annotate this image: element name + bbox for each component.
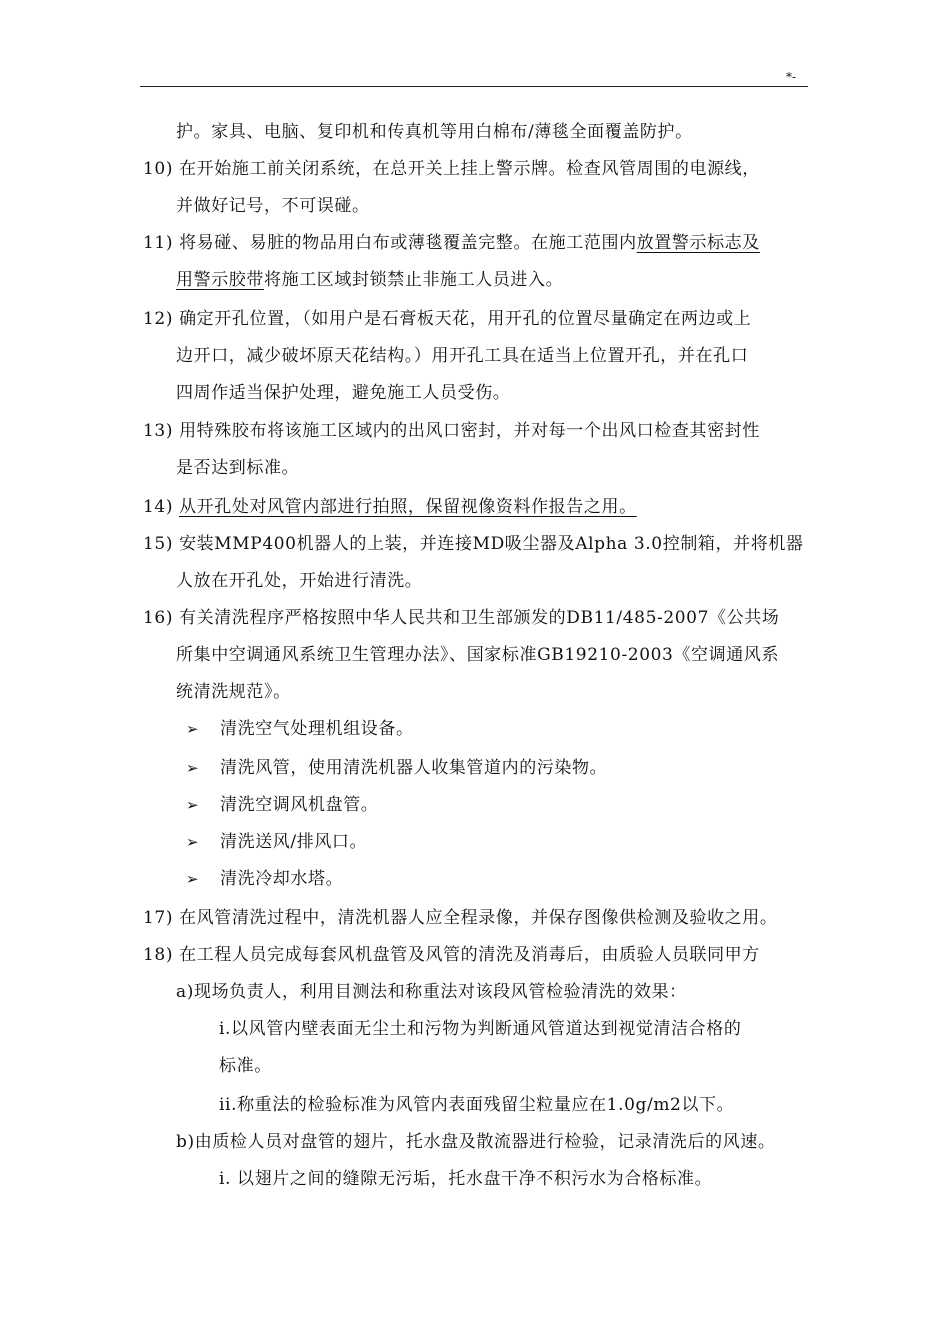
list-item-17: 17) 在风管清洗过程中，清洗机器人应全程录像，并保存图像供检测及验收之用。 <box>143 908 778 928</box>
list-item-16: 16) 有关清洗程序严格按照中华人民共和卫生部颁发的DB11/485-2007《公共场 <box>143 608 780 628</box>
bullet-item: 清洗空气处理机组设备。 <box>220 719 414 739</box>
underlined-text: 从开孔处对风管内部进行拍照，保留视像资料作报告之用。 <box>179 497 637 517</box>
list-item-13: 13) 用特殊胶布将该施工区域内的出风口密封，并对每一个出风口检查其密封性 <box>143 421 760 441</box>
underlined-text: 用警示胶带 <box>176 270 264 290</box>
underlined-text: 放置警示标志及 <box>636 233 760 253</box>
text-line: 并做好记号，不可误碰。 <box>176 196 370 216</box>
text-segment: 11) 将易碰、易脏的物品用白布或薄毯覆盖完整。在施工范围内 <box>143 233 637 253</box>
list-item-18: 18) 在工程人员完成每套风机盘管及风管的清洗及消毒后，由质验人员联同甲方 <box>143 945 760 965</box>
bullet-arrow-icon: ➢ <box>186 870 199 888</box>
list-item-14 <box>143 496 637 518</box>
text-segment: 将施工区域封锁禁止非施工人员进入。 <box>264 270 564 290</box>
bullet-arrow-icon: ➢ <box>186 720 199 738</box>
bullet-arrow-icon: ➢ <box>186 759 199 777</box>
list-item-11 <box>143 232 760 254</box>
list-item-12: 12) 确定开孔位置，（如用户是石膏板天花，用开孔的位置尽量确定在两边或上 <box>143 309 752 329</box>
list-item-15: 15) 安装MMP400机器人的上装，并连接MD吸尘器及Alpha 3.0控制箱，并将机器 <box>143 534 804 554</box>
text-line: 四周作适当保护处理，避免施工人员受伤。 <box>176 383 511 403</box>
text-line: 统清洗规范》。 <box>176 682 291 702</box>
text-line: 是否达到标准。 <box>176 458 300 478</box>
text-line <box>176 269 563 291</box>
bullet-item: 清洗送风/排风口。 <box>220 832 368 852</box>
text-line: a)现场负责人，利用目测法和称重法对该段风管检验清洗的效果： <box>176 982 687 1002</box>
text-line: b)由质检人员对盘管的翅片，托水盘及散流器进行检验，记录清洗后的风速。 <box>176 1132 776 1152</box>
text-line: 边开口，减少破坏原天花结构。）用开孔工具在适当上位置开孔，并在孔口 <box>176 346 749 366</box>
bullet-arrow-icon: ➢ <box>186 796 199 814</box>
header-rule <box>140 86 808 87</box>
text-line: 所集中空调通风系统卫生管理办法》、国家标准GB19210-2003《空调通风系 <box>176 645 780 665</box>
sub-item: ii.称重法的检验标准为风管内表面残留尘粒量应在1.0g/m2以下。 <box>219 1095 735 1115</box>
text-segment: 14) <box>143 497 180 517</box>
bullet-item: 清洗空调风机盘管。 <box>220 795 379 815</box>
text-line: 标准。 <box>219 1056 272 1076</box>
bullet-arrow-icon: ➢ <box>186 833 199 851</box>
header-mark: *- <box>786 70 797 84</box>
bullet-item: 清洗风管，使用清洗机器人收集管道内的污染物。 <box>220 758 608 778</box>
list-item-10: 10) 在开始施工前关闭系统，在总开关上挂上警示牌。检查风管周围的电源线， <box>143 159 760 179</box>
sub-item: i. 以翅片之间的缝隙无污垢，托水盘干净不积污水为合格标准。 <box>219 1169 713 1189</box>
bullet-item: 清洗冷却水塔。 <box>220 869 344 889</box>
sub-item: i.以风管内壁表面无尘土和污物为判断通风管道达到视觉清洁合格的 <box>219 1019 742 1039</box>
text-line: 护。家具、电脑、复印机和传真机等用白棉布/薄毯全面覆盖防护。 <box>176 122 693 142</box>
text-line: 人放在开孔处，开始进行清洗。 <box>176 571 423 591</box>
